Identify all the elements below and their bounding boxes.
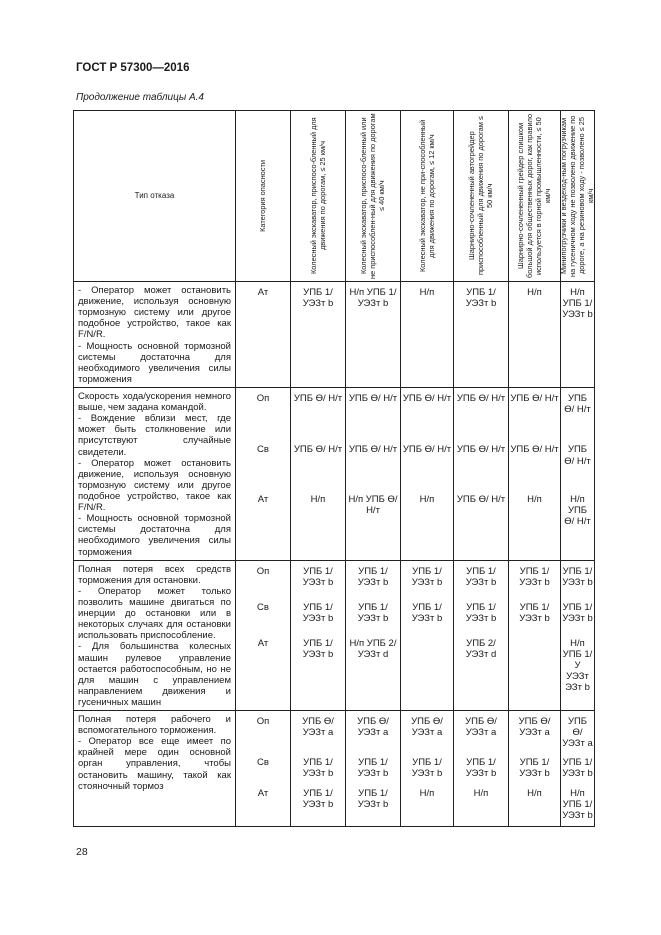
- failure-description-paragraph: - Вождение вблизи мест, где может быть столкновение или присутствуют случайные свидетели.: [78, 413, 231, 458]
- failure-description-paragraph: - Оператор может остановить движение, используя основную тормозную систему или другое подобное устройство, такое как F/N/R.: [78, 285, 231, 341]
- failure-description-paragraph: - Оператор может только позволить машине двигаться по инерции до остановки или в некоторых случаях для остановки использовать приспособление.: [78, 585, 231, 642]
- rating-cell: УПБ Ѳ/ Н/т: [346, 441, 401, 491]
- rating-cell: УПБ Ѳ/ Н/т: [346, 387, 401, 441]
- rating-cell: УПБ 1/ УЭЗт b: [561, 754, 595, 784]
- header-machine-4: [454, 111, 509, 282]
- header-machine-3: [401, 111, 454, 282]
- rating-cell: УПБ 1/ УЭЗт b: [346, 560, 401, 599]
- table-header-row: [74, 111, 595, 282]
- header-failure-type: Тип отказа: [74, 111, 236, 282]
- rating-cell: УПБ 1/ УЭЗт b: [346, 754, 401, 784]
- rating-cell: УПБ Ѳ/ Н/т: [454, 491, 509, 560]
- rating-cell: Н/п УПБ Ѳ/ Н/т: [346, 491, 401, 560]
- rating-cell: Н/п: [401, 491, 454, 560]
- rating-cell: УПБ 1/ УЭЗт b: [454, 560, 509, 599]
- rating-cell: Н/п УПБ 1/ УЭЗт b: [561, 785, 595, 827]
- header-machine-3-text: Колесный экскаватор, не при-способленный для движения по дорогам, ≤ 12 км/ч: [417, 119, 436, 273]
- rating-cell: УПБ 1/ УЭЗт b: [509, 599, 561, 635]
- failure-description-paragraph: - Оператор все еще имеет по крайней мере один основной орган управления, чтобы остановить машину, такой как стояночный тормоз: [78, 736, 231, 792]
- hazard-category-cell: Св: [236, 441, 291, 491]
- hazard-category-cell: Св: [236, 754, 291, 784]
- rating-cell: УПБ 1/ УЭЗт b: [509, 754, 561, 784]
- rating-cell: УПБ 1/ УЭЗт b: [346, 599, 401, 635]
- header-machine-6: [561, 111, 595, 282]
- rating-cell: УПБ 1/ УЭЗт b: [454, 754, 509, 784]
- rating-cell: УПБ Ѳ/ Н/т: [454, 387, 509, 441]
- failure-description-cell: [74, 282, 236, 388]
- failure-description-paragraph: - Оператор может остановить движение, используя основную тормозную систему или другое подобное устройство, такое как F/N/R.: [78, 457, 231, 514]
- rating-cell: УПБ 2/ УЭЗт d: [454, 635, 509, 711]
- rating-cell: УПБ Ѳ/ УЭЗт a: [561, 711, 595, 755]
- rating-cell: УПБ 1/ УЭЗт b: [509, 560, 561, 599]
- failure-description-paragraph: Скорость хода/ускорения немного выше, чем задана командой.: [78, 390, 231, 414]
- rating-cell: Н/п: [509, 282, 561, 388]
- header-machine-4-text: Шарнирно-сочлененный автогрейдер приспособленный для движения по дорогам ≤ 50 км/ч: [467, 116, 495, 276]
- rating-cell: [401, 635, 454, 711]
- rating-cell: УПБ Ѳ/ Н/т: [291, 441, 346, 491]
- rating-cell: УПБ 1/ УЭЗт b: [291, 599, 346, 635]
- hazard-category-cell: Ат: [236, 635, 291, 711]
- rating-cell: Н/п УПБ 2/ УЭЗт d: [346, 635, 401, 711]
- rating-cell: УПБ 1/ УЭЗт b: [401, 599, 454, 635]
- hazard-category-cell: Св: [236, 599, 291, 635]
- header-machine-1: [291, 111, 346, 282]
- rating-cell: УПБ Ѳ/ УЭЗт a: [291, 711, 346, 755]
- failure-description-paragraph: - Мощность основной тормозной системы достаточна для необходимого увеличения силы торможения: [78, 513, 231, 558]
- header-machine-2: [346, 111, 401, 282]
- failure-description-cell: [74, 387, 236, 560]
- rating-cell: УПБ 1/ УЭЗт b: [454, 282, 509, 388]
- rating-cell: УПБ Ѳ/ УЭЗт a: [509, 711, 561, 755]
- rating-cell: Н/п: [509, 785, 561, 827]
- header-hazard-category: [236, 111, 291, 282]
- rating-cell: Н/п: [509, 491, 561, 560]
- rating-cell: Н/п УПБ 1/ УЭЗт b: [346, 282, 401, 388]
- failure-description-paragraph: Полная потеря всех средств торможения для остановки.: [78, 563, 231, 586]
- hazard-category-cell: Ат: [236, 785, 291, 827]
- rating-cell: УПБ Ѳ/ Н/т: [509, 387, 561, 441]
- rating-cell: УПБ Ѳ/ Н/т: [561, 387, 595, 441]
- rating-cell: УПБ Ѳ/ Н/т: [291, 387, 346, 441]
- hazard-category-cell: Ат: [236, 282, 291, 388]
- rating-cell: УПБ 1/ УЭЗт b: [291, 785, 346, 827]
- rating-cell: УПБ Ѳ/ УЭЗт a: [346, 711, 401, 755]
- table-row: [74, 387, 595, 441]
- table-row: [74, 560, 595, 599]
- header-machine-2-text: Колесный экскаватор, приспосо-бленный или не приспособлен-ный для движения по дорогам ≤ 40 км/ч: [359, 113, 387, 279]
- table-row: [74, 711, 595, 755]
- failure-description-paragraph: - Для большинства колесных машин рулевое управление остается работоспособным, но не для машин с управлением направлением движения и гусеничных машин: [78, 641, 231, 708]
- hazard-category-cell: Оп: [236, 387, 291, 441]
- rating-cell: УПБ 1/ УЭЗт b: [561, 560, 595, 599]
- rating-cell: Н/п УПБ 1/ У УЭЗт ЭЗт b: [561, 635, 595, 711]
- table-continuation-caption: Продолжение таблицы А.4: [76, 92, 204, 103]
- rating-cell: [509, 635, 561, 711]
- rating-cell: Н/п: [454, 785, 509, 827]
- failure-description-paragraph: - Мощность основной тормозной системы достаточна для необходимого увеличения силы торможения: [78, 340, 231, 385]
- header-machine-6-text: Минипогрузчики и вездеход-ным погрузчикам на гусеничном ходу не позволено движение по дороге, а на резиновом ходу - позволено ≤ 25 км/ч: [559, 115, 596, 277]
- failure-description-paragraph: Полная потеря рабочего и вспомогательного торможения.: [78, 714, 231, 737]
- rating-cell: УПБ 1/ УЭЗт b: [346, 785, 401, 827]
- rating-cell: УПБ Ѳ/ Н/т: [561, 441, 595, 491]
- hazard-table: [73, 110, 595, 827]
- rating-cell: УПБ 1/ УЭЗт b: [291, 282, 346, 388]
- table-row: [74, 282, 595, 388]
- header-hazard-category-text: Категория опасности: [258, 160, 268, 232]
- rating-cell: УПБ 1/ УЭЗт b: [561, 599, 595, 635]
- hazard-category-cell: Оп: [236, 560, 291, 599]
- table-body: [74, 282, 595, 827]
- hazard-category-cell: Ат: [236, 491, 291, 560]
- rating-cell: УПБ 1/ УЭЗт b: [401, 754, 454, 784]
- rating-cell: УПБ Ѳ/ Н/т: [509, 441, 561, 491]
- failure-description-cell: [74, 560, 236, 710]
- rating-cell: УПБ 1/ УЭЗт b: [401, 560, 454, 599]
- header-machine-5-text: Шарнирно-сочлененный грейдер слишком большой для общественных дорог, как правило используется в горной промышленности, ≤ 50 км/ч: [516, 113, 553, 279]
- rating-cell: УПБ Ѳ/ Н/т: [401, 387, 454, 441]
- header-machine-5: [509, 111, 561, 282]
- rating-cell: Н/п: [401, 785, 454, 827]
- rating-cell: Н/п: [401, 282, 454, 388]
- header-machine-1-text: Колесный экскаватор, приспосо-бленный для движения по дорогам, ≤ 25 км/ч: [308, 117, 327, 275]
- rating-cell: Н/п УПБ Ѳ/ Н/т: [561, 491, 595, 560]
- rating-cell: Н/п УПБ 1/ УЭЗт b: [561, 282, 595, 388]
- rating-cell: УПБ Ѳ/ УЭЗт a: [454, 711, 509, 755]
- document-standard-id: ГОСТ Р 57300—2016: [76, 62, 190, 74]
- rating-cell: УПБ Ѳ/ Н/т: [401, 441, 454, 491]
- rating-cell: УПБ 1/ УЭЗт b: [291, 635, 346, 711]
- page-number: 28: [76, 846, 88, 858]
- hazard-category-cell: Оп: [236, 711, 291, 755]
- rating-cell: Н/п: [291, 491, 346, 560]
- rating-cell: УПБ 1/ УЭЗт b: [291, 560, 346, 599]
- failure-description-cell: [74, 711, 236, 827]
- rating-cell: УПБ Ѳ/ УЭЗт a: [401, 711, 454, 755]
- rating-cell: УПБ 1/ УЭЗт b: [454, 599, 509, 635]
- rating-cell: УПБ 1/ УЭЗт b: [291, 754, 346, 784]
- rating-cell: УПБ Ѳ/ Н/т: [454, 441, 509, 491]
